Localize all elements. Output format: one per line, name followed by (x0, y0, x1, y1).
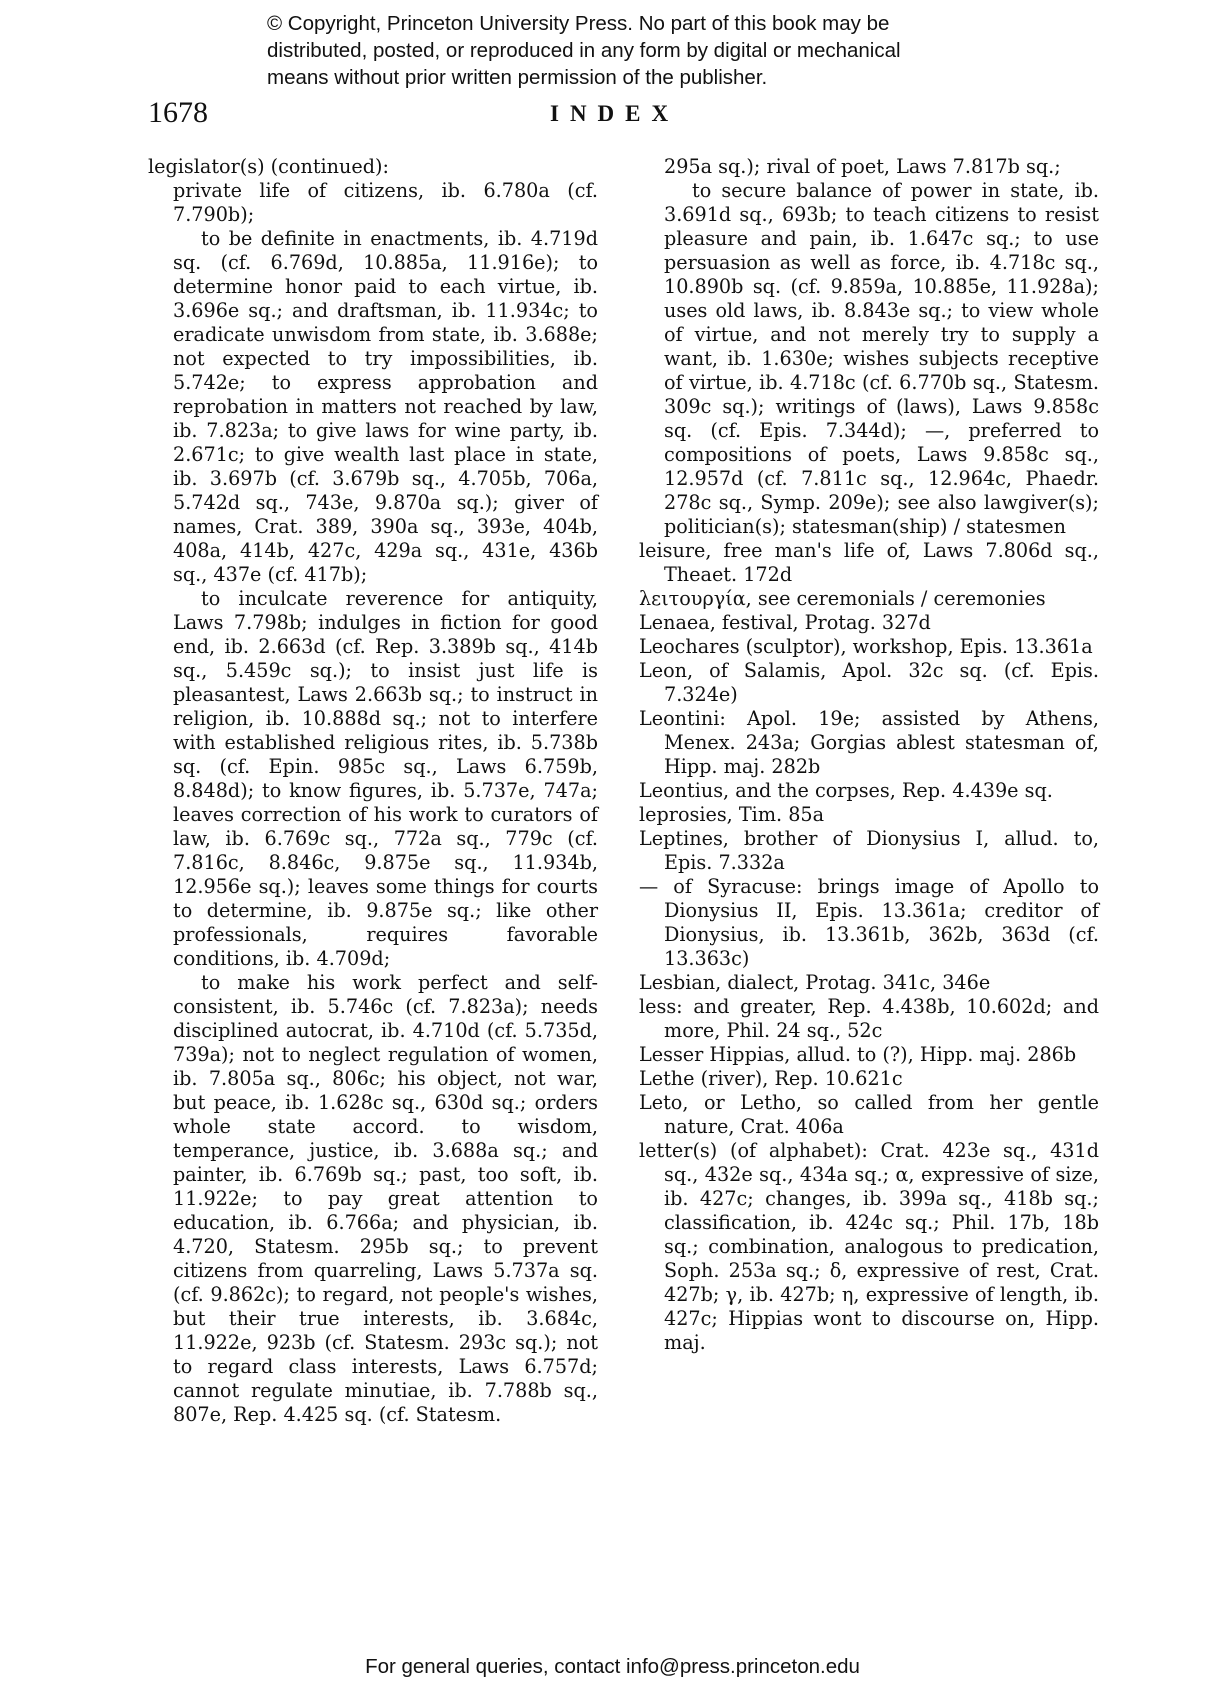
index-entry: Leontini: Apol. 19e; assisted by Athens, Menex. 243a; Gorgias ablest statesman of, Hipp. maj. 282b (639, 707, 1099, 778)
index-entry: Leochares (sculptor), workshop, Epis. 13.361a (639, 635, 1093, 658)
copyright-line: distributed, posted, or reproduced in any form by digital or mechanical (267, 39, 901, 62)
index-entry: Lethe (river), Rep. 10.621c (639, 1067, 903, 1090)
index-subentry: private life of citizens, ib. 6.780a (cf. 7.790b); (173, 179, 598, 226)
index-entry: Lesser Hippias, allud. to (?), Hipp. maj. 286b (639, 1043, 1077, 1066)
copyright-line: © Copyright, Princeton University Press. No part of this book may be (267, 12, 890, 35)
index-column-left (148, 155, 598, 1427)
index-entry: legislator(s) (continued): (148, 155, 389, 178)
footer-contact: For general queries, contact info@press.princeton.edu (365, 1655, 860, 1678)
index-subentry: 295a sq.); rival of poet, Laws 7.817b sq.; (664, 155, 1061, 178)
index-entry: leisure, free man's life of, Laws 7.806d sq., Theaet. 172d (639, 539, 1099, 586)
index-subentry: to be definite in enactments, ib. 4.719d sq. (cf. 6.769d, 10.885a, 11.916e); to determine honor paid to each virtue, ib. 3.696e sq.; and draftsman, ib. 11.934c; to eradicate unwisdom from state, ib. 3.688e; not expected to try impossibilities, ib. 5.742e; to express approbation and reprobation in matters not reached by law, ib. 7.823a; to give laws for wine party, ib. 2.671c; to give wealth last place in state, ib. 3.697b (cf. 3.679b sq., 4.705b, 706a, 5.742d sq., 743e, 9.870a sq.); giver of names, Crat. 389, 390a sq., 393e, 404b, 408a, 414b, 427c, 429a sq., 431e, 436b sq., 437e (cf. 417b); (173, 227, 598, 586)
index-entry: Leontius, and the corpses, Rep. 4.439e sq. (639, 779, 1053, 802)
index-column-right (639, 155, 1099, 1355)
index-entry: leprosies, Tim. 85a (639, 803, 825, 826)
page-number: 1678 (148, 96, 208, 129)
copyright-line: means without prior written permission of the publisher. (267, 66, 768, 89)
index-entry: — of Syracuse: brings image of Apollo to Dionysius II, Epis. 13.361a; creditor of Dionysius, ib. 13.361b, 362b, 363d (cf. 13.363c) (639, 875, 1099, 970)
index-subentry: to secure balance of power in state, ib. 3.691d sq., 693b; to teach citizens to resist pleasure and pain, ib. 1.647c sq.; to use persuasion as well as force, ib. 4.718c sq., 10.890b sq. (cf. 9.859a, 10.885e, 11.928a); uses old laws, ib. 8.843e sq.; to view whole of virtue, and not merely try to supply a want, ib. 1.630e; wishes subjects receptive of virtue, ib. 4.718c (cf. 6.770b sq., Statesm. 309c sq.); writings of (laws), Laws 9.858c sq. (cf. Epis. 7.344d); —, preferred to compositions of poets, Laws 9.858c sq., 12.957d (cf. 7.811c sq., 12.964c, Phaedr. 278c sq., Symp. 209e); see also lawgiver(s); politician(s); statesman(ship) / statesmen (664, 179, 1099, 538)
index-subentry: to inculcate reverence for antiquity, Laws 7.798b; indulges in fiction for good end, ib. 2.663d (cf. Rep. 3.389b sq., 414b sq., 5.459c sq.); to insist just life is pleasantest, Laws 2.663b sq.; to instruct in religion, ib. 10.888d sq.; not to interfere with established religious rites, ib. 5.738b sq. (cf. Epin. 985c sq., Laws 6.759b, 8.848d); to know figures, ib. 5.737e, 747a; leaves correction of his work to curators of law, ib. 6.769c sq., 772a sq., 779c (cf. 7.816c, 8.846c, 9.875e sq., 11.934b, 12.956e sq.); leaves some things for courts to determine, ib. 9.875e sq.; like other professionals, requires favorable conditions, ib. 4.709d; (173, 587, 598, 970)
index-entry: Lesbian, dialect, Protag. 341c, 346e (639, 971, 991, 994)
index-entry: Leon, of Salamis, Apol. 32c sq. (cf. Epis. 7.324e) (639, 659, 1099, 706)
copyright-notice (267, 10, 1027, 91)
index-subentry: to make his work perfect and self-consistent, ib. 5.746c (cf. 7.823a); needs disciplined autocrat, ib. 4.710d (cf. 5.735d, 739a); not to neglect regulation of women, ib. 7.805a sq., 806c; his object, not war, but peace, ib. 1.628c sq., 630d sq.; orders whole state accord. to wisdom, temperance, justice, ib. 3.688a sq.; and painter, ib. 6.769b sq.; past, too soft, ib. 11.922e; to pay great attention to education, ib. 6.766a; and physician, ib. 4.720, Statesm. 295b sq.; to prevent citizens from quarreling, Laws 5.737a sq. (cf. 9.862c); to regard, not people's wishes, but their true interests, ib. 3.684c, 11.922e, 923b (cf. Statesm. 293c sq.); not to regard class interests, Laws 6.757d; cannot regulate minutiae, ib. 7.788b sq., 807e, Rep. 4.425 sq. (cf. Statesm. (173, 971, 598, 1426)
index-entry: Leto, or Letho, so called from her gentle nature, Crat. 406a (639, 1091, 1099, 1138)
index-entry: λειτουργία, see ceremonials / ceremonies (639, 587, 1046, 610)
index-entry: Lenaea, festival, Protag. 327d (639, 611, 931, 634)
index-entry: Leptines, brother of Dionysius I, allud. to, Epis. 7.332a (639, 827, 1099, 874)
index-entry: letter(s) (of alphabet): Crat. 423e sq., 431d sq., 432e sq., 434a sq.; α, expressive of size, ib. 427c; changes, ib. 399a sq., 418b sq.; classification, ib. 424c sq.; Phil. 17b, 18b sq.; combination, analogous to predication, Soph. 253a sq.; δ, expressive of rest, Crat. 427b; γ, ib. 427b; η, expressive of length, ib. 427c; Hippias wont to discourse on, Hipp. maj. (639, 1139, 1099, 1354)
index-entry: less: and greater, Rep. 4.438b, 10.602d; and more, Phil. 24 sq., 52c (639, 995, 1099, 1042)
running-head: INDEX (550, 101, 680, 126)
